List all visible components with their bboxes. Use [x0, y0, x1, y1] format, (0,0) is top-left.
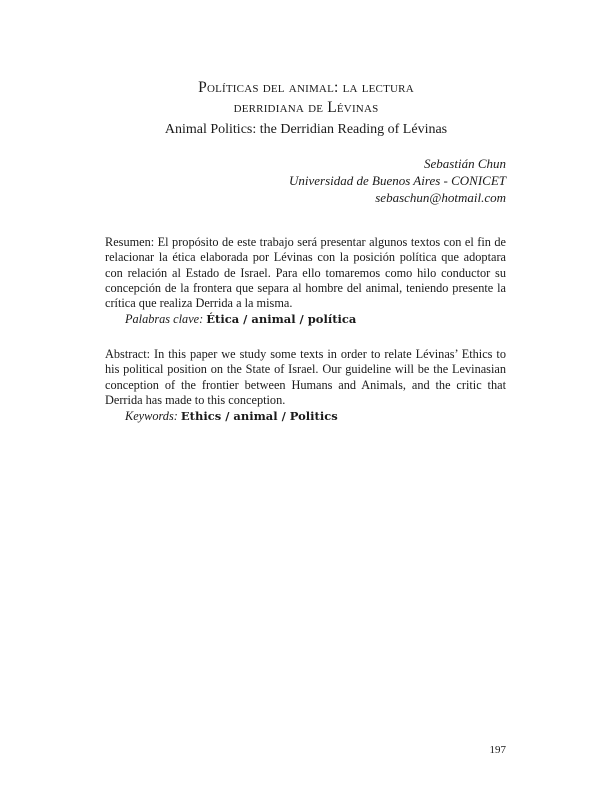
spanish-title: [0, 78, 612, 118]
author-name: Sebastián Chun: [424, 156, 506, 171]
abstract-keywords-label: Keywords:: [125, 409, 178, 424]
spanish-title-line-1: Políticas del animal: la lectura: [198, 79, 414, 96]
resumen-section: [105, 235, 506, 328]
author-email: sebaschun@hotmail.com: [375, 190, 506, 205]
resumen-keywords-label: Palabras clave:: [125, 312, 204, 327]
abstract-text: Abstract: In this paper we study some texts in order to relate Lévinas’ Ethics to his political position on the State of Israel. Our guideline will be the Levinasian conception of the frontier between Humans and Animals, and the critic that Derrida has made to this conception.: [105, 347, 506, 407]
article-title-block: [0, 78, 612, 139]
spanish-title-line-2: derridiana de Lévinas: [233, 99, 379, 116]
page-number: 197: [489, 744, 506, 756]
abstract-keywords-values: Ethics / animal / Politics: [180, 409, 338, 424]
resumen-keywords: [105, 312, 506, 327]
author-affiliation: Universidad de Buenos Aires - CONICET: [288, 173, 506, 188]
english-title: Animal Politics: the Derridian Reading of Lévinas: [164, 122, 448, 137]
resumen-keywords-values: Ética / animal / política: [206, 312, 357, 327]
resumen-text: Resumen: El propósito de este trabajo será presentar algunos textos con el fin de relacionar la ética elaborada por Lévinas con la posición política que adoptara con relación al Estado de Israel. Para ello tomaremos como hilo conductor su concepción de la frontera que separa al hombre del animal, teniendo presente la crítica que realiza Derrida a la misma.: [105, 235, 506, 311]
abstract-keywords: [105, 409, 506, 424]
author-block: [289, 155, 506, 206]
abstract-section: [105, 347, 506, 424]
